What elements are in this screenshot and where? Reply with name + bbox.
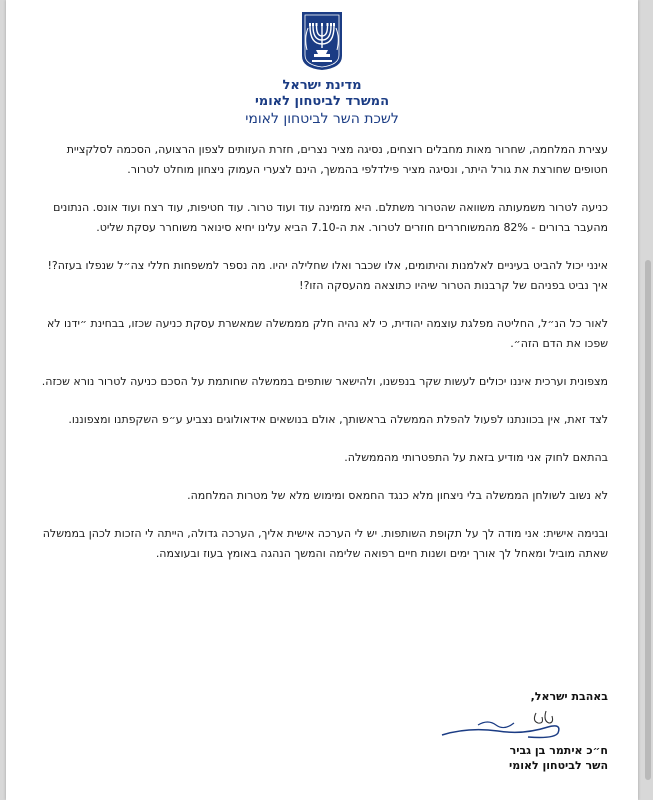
letterhead: [6, 10, 638, 128]
signature-greeting: באהבת ישראל,: [530, 690, 608, 703]
paragraph: עצירת המלחמה, שחרור מאות מחבלים רוצחים, נסיגה מציר נצרים, חזרת העזותים לצפון הרצועה, הסכמה לסלקציית חטופים שחורצת את גורל היתר, ונסיגה מציר פילדלפי בהמשך, הינם לצערי העמוק ניצחון מוחלט לטרור.: [66, 143, 608, 176]
state-name: מדינת ישראל: [282, 78, 362, 93]
paragraph: בהתאם לחוק אני מודיע בזאת על התפטרותי מהממשלה.: [344, 451, 608, 464]
letter-page: [6, 0, 638, 800]
letter-body: [30, 140, 608, 582]
signature-block: [30, 690, 608, 773]
scrollbar[interactable]: [645, 260, 651, 780]
menorah-emblem-icon: [298, 10, 346, 72]
ministry-name: המשרד לביטחון לאומי: [254, 94, 390, 109]
paragraph: אינני יכול להביט בעיניים לאלמנות והיתומים, אלו שכבר ואלו שחלילה יהיו. מה נספר למשפחות חללי צה״ל שנפלו בעזה?! איך נביט בפניהם של קרבנות הטרור שיהיו כתוצאה מהעסקה הזו?!: [47, 259, 608, 292]
paragraph: ובנימה אישית: אני מודה לך על תקופת השותפות. יש לי הערכה אישית אליך, הערכה גדולה, הייתה לי הזכות לכהן בממשלה שאתה מוביל ומאחל לך אורך ימים ושנות חיים רפואה שלימה והמשך הנהגה באומץ בעוז ובעוצמה.: [42, 527, 608, 560]
paragraph: לאור כל הנ״ל, החליטה מפלגת עוצמה יהודית, כי לא נהיה חלק מממשלה שמאשרת עסקת כניעה שכזו, בבחינת ״ידנו לא שפכו את הדם הזה״.: [46, 317, 608, 350]
paragraph: לצד זאת, אין בכוונתנו לפעול להפלת הממשלה בראשותך, אולם בנושאים אידאולוגים נצביע ע״פ השקפתנו ומצפוננו.: [68, 413, 608, 426]
signer-title: השר לביטחון לאומי: [509, 759, 608, 772]
handwritten-signature: [438, 705, 588, 741]
signer-name: ח״כ איתמר בן גביר: [509, 744, 608, 757]
paragraph: כניעה לטרור משמעותה משוואה שהטרור משתלם. היא מזמינה עוד ועוד טרור. עוד חטיפות, עוד רצח ועוד אונס. הנתונים מהעבר ברורים - 82% מהמשוחררים חוזרים לטרור. את ה-7.10 הביא עלינו יחיא סינואר משוחרר עסקת שליט.: [53, 201, 608, 234]
paragraph: לא נשוב לשולחן הממשלה בלי ניצחון מלא כנגד החמאס ומימוש מלא של מטרות המלחמה.: [187, 489, 608, 502]
paragraph: מצפונית וערכית איננו יכולים לעשות שקר בנפשנו, ולהישאר שותפים בממשלה שחותמת על הסכם כניעה לטרור נורא שכזה.: [41, 375, 608, 388]
office-name: לשכת השר לביטחון לאומי: [245, 111, 399, 127]
